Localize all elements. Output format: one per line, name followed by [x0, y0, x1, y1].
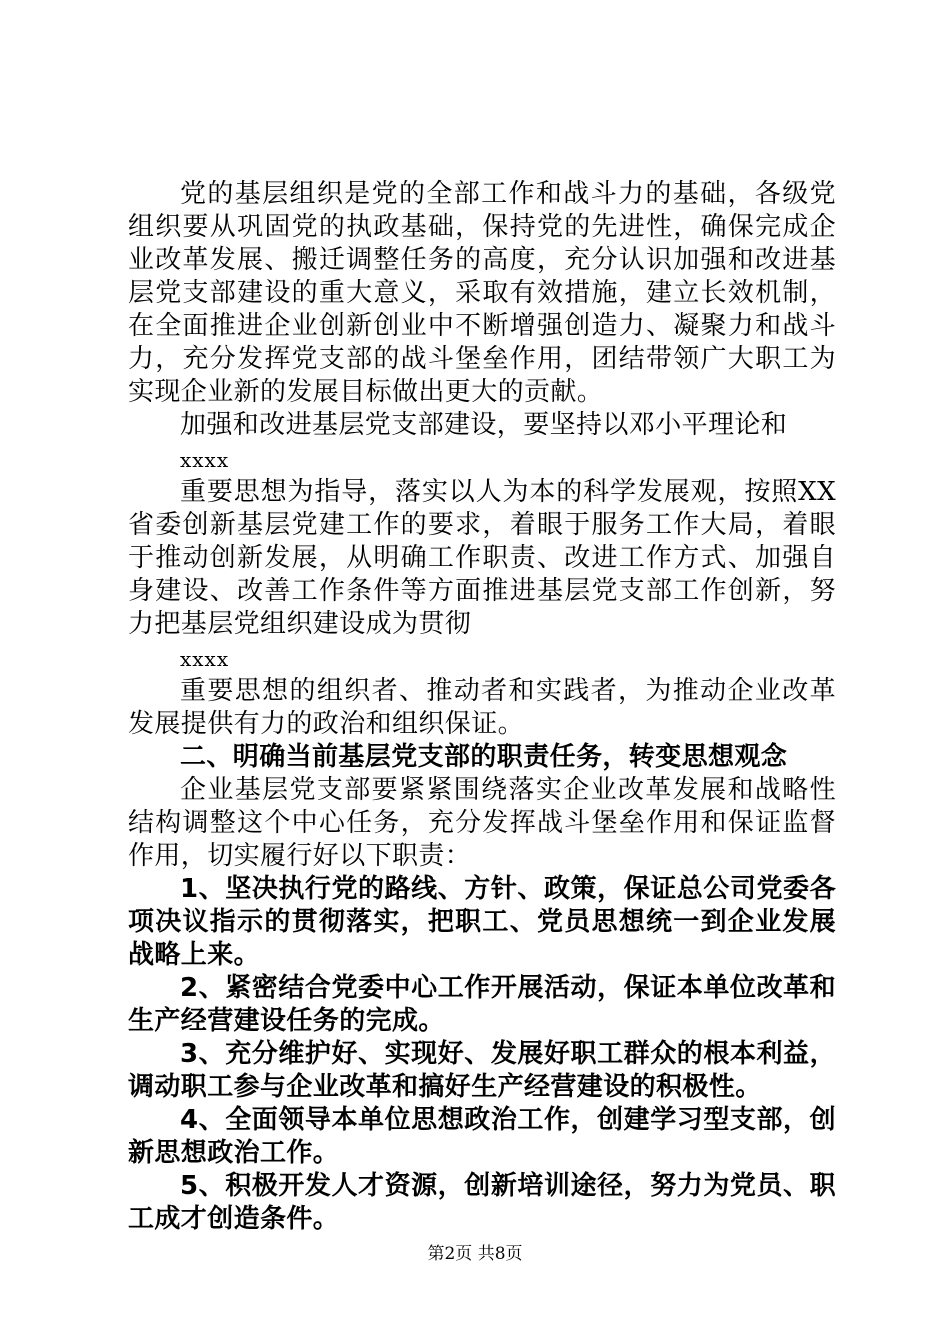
paragraph-guidance: 重要思想为指导，落实以人为本的科学发展观，按照XX省委创新基层党建工作的要求，着眼于服务工作大局，着眼于推动创新发展，从明确工作职责、改进工作方式、加强自身建设、改善工作条件等方面推进基层党支部工作创新，努力把基层党组织建设成为贯彻 [128, 477, 836, 639]
duty-item-5: 5、积极开发人才资源，创新培训途径，努力为党员、职工成才创造条件。 [128, 1171, 836, 1234]
placeholder-marker: xxxx [180, 448, 230, 472]
paragraph-theory: 加强和改进基层党支部建设，要坚持以邓小平理论和 [180, 410, 788, 440]
section-heading: 二、明确当前基层党支部的职责任务，转变思想观念 [180, 742, 788, 772]
placeholder-marker: xxxx [180, 647, 230, 671]
duty-item-1: 1、坚决执行党的路线、方针、政策，保证总公司党委各项决议指示的贯彻落实，把职工、党员思想统一到企业发展战略上来。 [128, 874, 836, 970]
page-footer: 第2页 共8页 [427, 1244, 523, 1264]
document-body [128, 178, 836, 1236]
paragraph-organizer: 重要思想的组织者、推动者和实践者，为推动企业改革发展提供有力的政治和组织保证。 [128, 676, 836, 739]
paragraph-duties-intro: 企业基层党支部要紧紧围绕落实企业改革发展和战略性结构调整这个中心任务，充分发挥战斗堡垒作用和保证监督作用，切实履行好以下职责： [128, 775, 836, 871]
duty-item-3: 3、充分维护好、实现好、发展好职工群众的根本利益，调动职工参与企业改革和搞好生产经营建设的积极性。 [128, 1039, 836, 1102]
paragraph-intro: 党的基层组织是党的全部工作和战斗力的基础，各级党组织要从巩固党的执政基础，保持党的先进性，确保完成企业改革发展、搬迁调整任务的高度，充分认识加强和改进基层党支部建设的重大意义，采取有效措施，建立长效机制，在全面推进企业创新创业中不断增强创造力、凝聚力和战斗力，充分发挥党支部的战斗堡垒作用，团结带领广大职工为实现企业新的发展目标做出更大的贡献。 [128, 179, 836, 407]
duty-item-2: 2、紧密结合党委中心工作开展活动，保证本单位改革和生产经营建设任务的完成。 [128, 973, 836, 1036]
duty-item-4: 4、全面领导本单位思想政治工作，创建学习型支部，创新思想政治工作。 [128, 1105, 836, 1168]
